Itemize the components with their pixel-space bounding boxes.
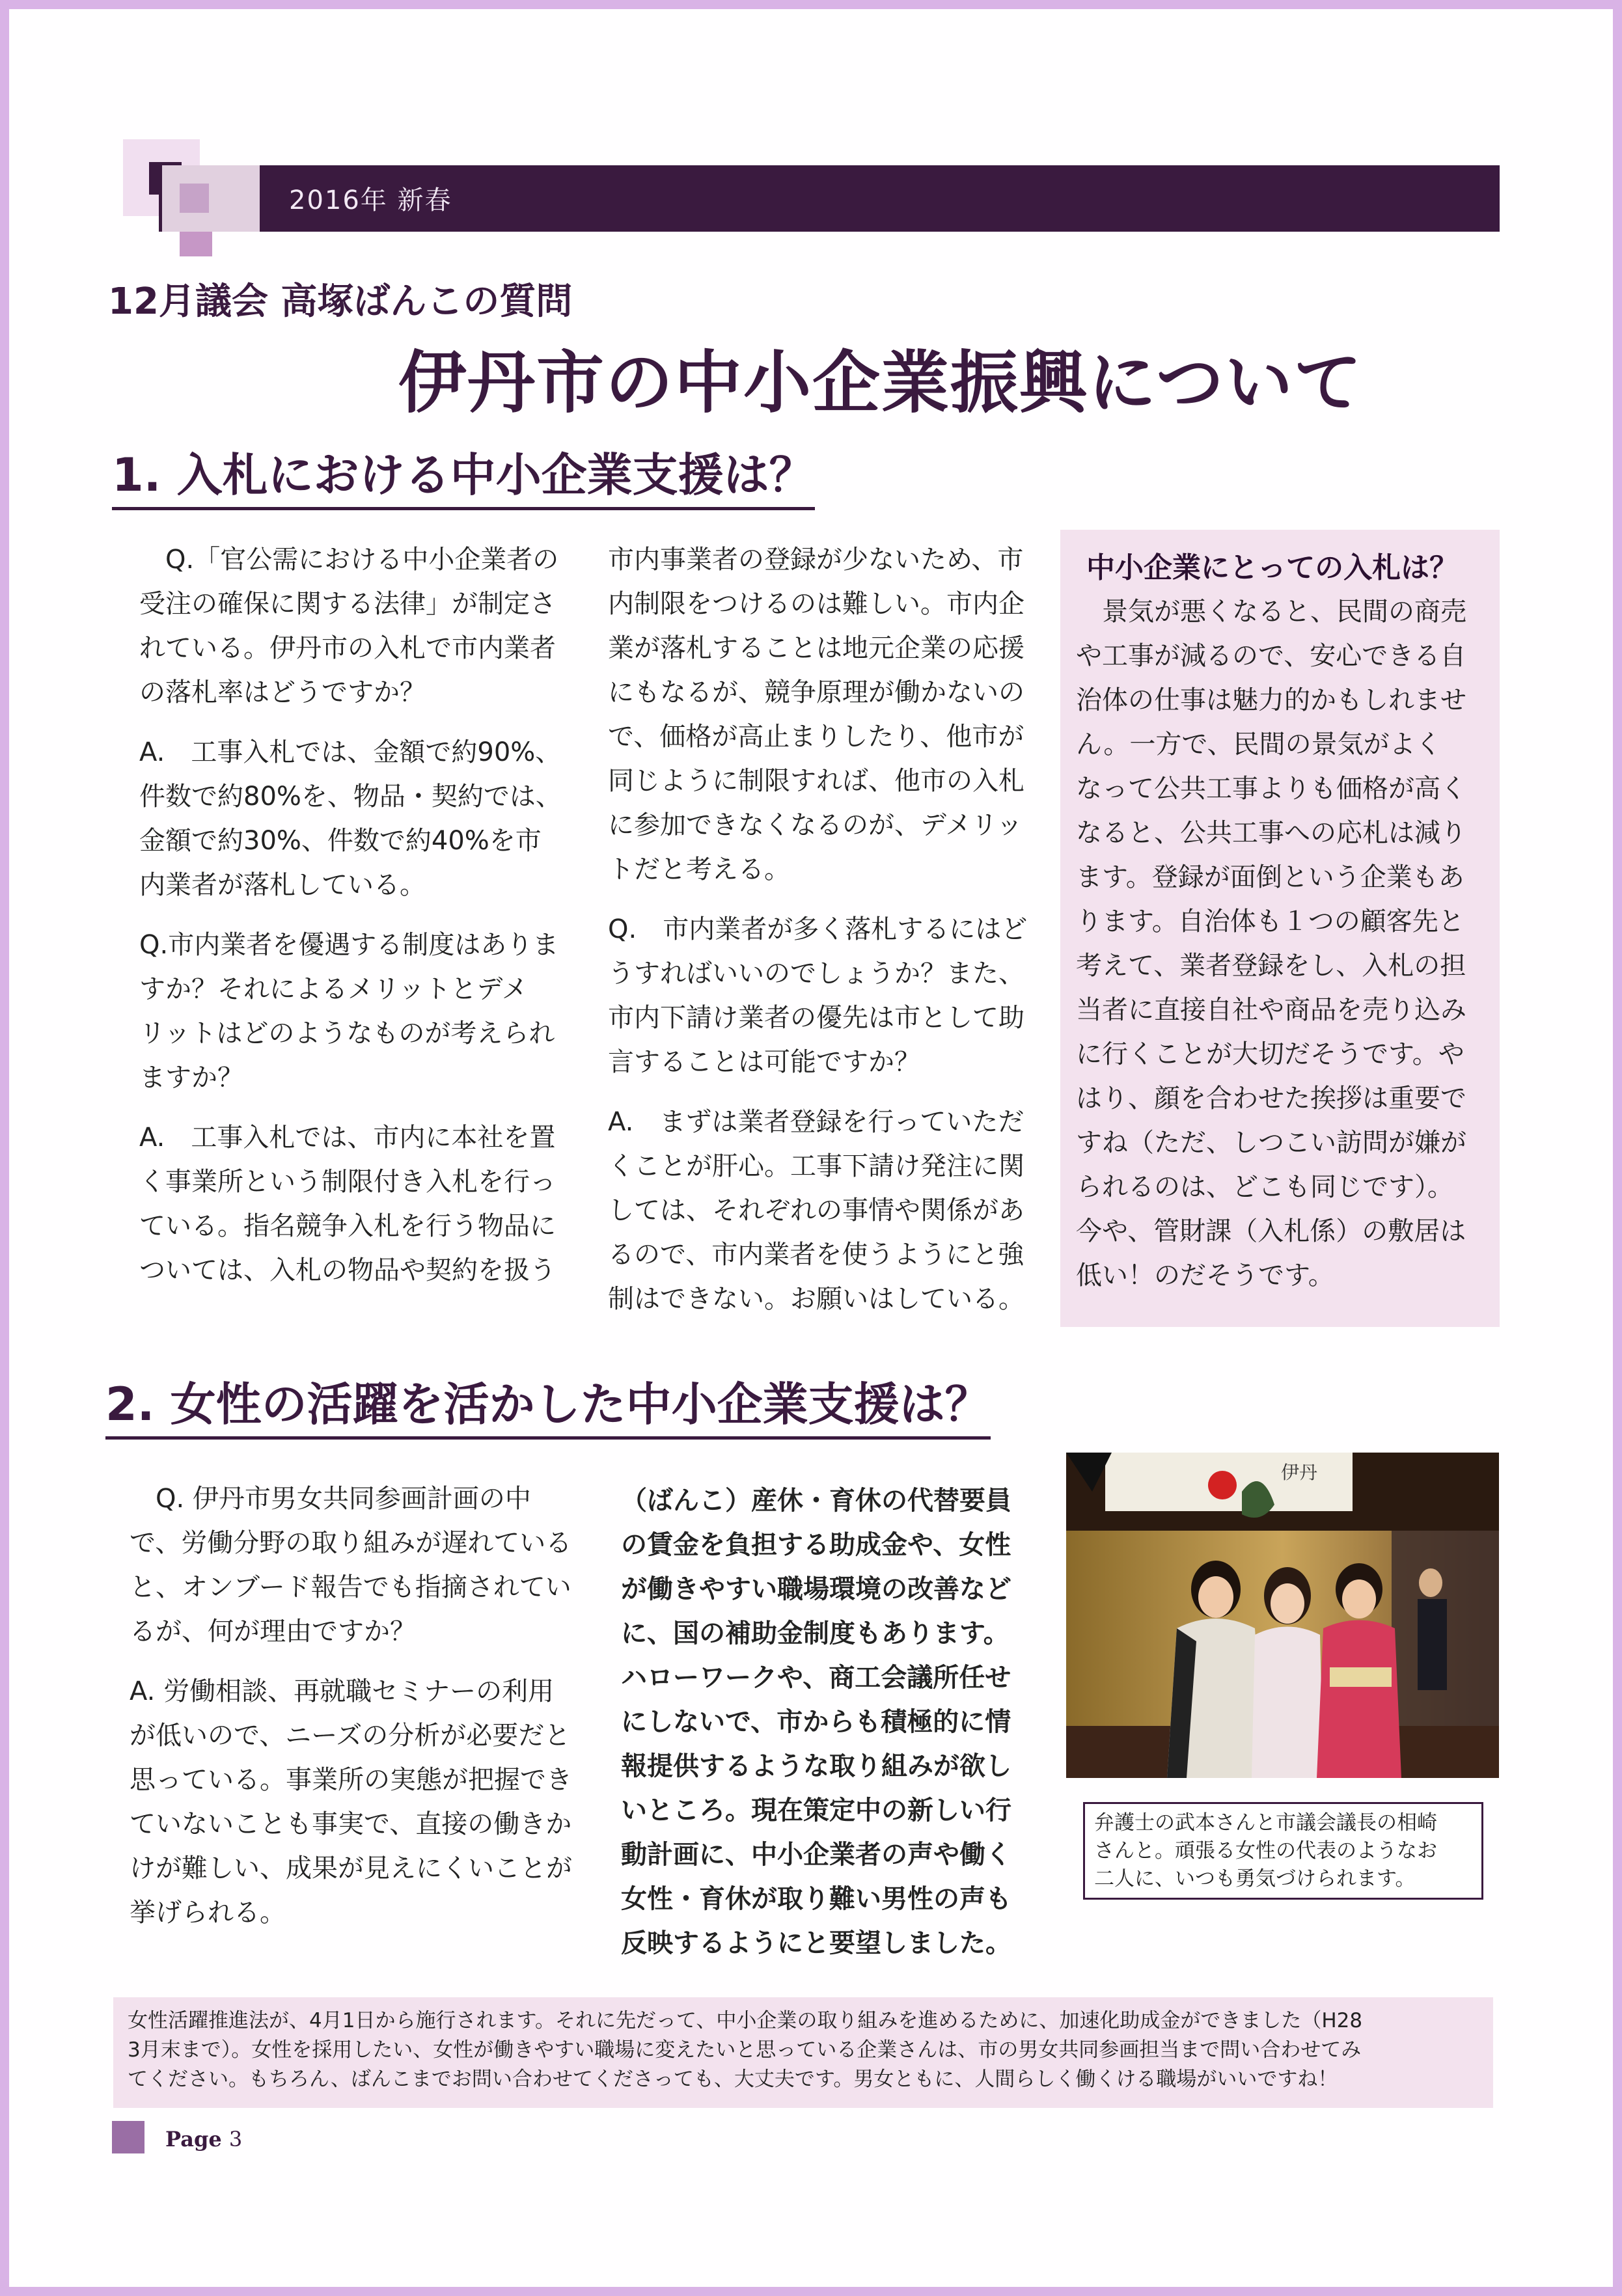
s1c1-question-1: Q.「官公需における中小企業者の 受注の確保に関する法律」が制定さ れている。伊丹市の入札で市内業者 の落札率はどうですか？ bbox=[139, 545, 559, 707]
photo-caption: 弁護士の武本さんと市議会議長の相崎 さんと。頑張る女性の代表のようなお 二人に、いつも勇気づけられます。 bbox=[1083, 1802, 1483, 1900]
section1-heading: 1. 入札における中小企業支援は？ bbox=[112, 439, 815, 510]
banner-text: 伊丹 bbox=[1281, 1462, 1318, 1483]
header-square-6 bbox=[180, 184, 209, 213]
flag-icon bbox=[1208, 1471, 1237, 1499]
page-number bbox=[165, 2127, 242, 2152]
s1c1-answer-2: A. 工事入札では、市内に本社を置 く事業所という制限付き入札を行っ ている。指名競争入札を行う物品に ついては、入札の物品や契約を扱う bbox=[139, 1123, 556, 1285]
subtitle: 12月議会 高塚ばんこの質問 bbox=[108, 280, 573, 323]
sidebar-box bbox=[1060, 530, 1500, 1327]
s1c1-answer-1: A. 工事入札では、金額で約90%、 件数で約80%を、物品・契約では、 金額で約30%、件数で約40%を市 内業者が落札している。 bbox=[139, 737, 562, 900]
s2c2-comment: （ばんこ）産休・育休の代替要員 の賃金を負担する助成金や、女性 が働きやすい職場環境の改善など に、国の補助金制度もあります。 ハローワークや、商工会議所任せ にしないで、市からも積極的に情 報提供するような取り組みが欲し いところ。現在策定中の新しい行 動計画に、中小企業者の声や働く 女性・育休が取り難い男性の声も 反映するようにと要望しました。 bbox=[621, 1486, 1011, 1958]
sidebar-title: 中小企業にとっての入札は？ bbox=[1086, 551, 1459, 584]
s1c2-answer-3: A. まずは業者登録を行っていただ くことが肝心。工事下請け発注に関 しては、それぞれの事情や関係があ るので、市内業者を使うようにと強 制はできない。お願いはしている。 bbox=[608, 1107, 1024, 1314]
header-square-5 bbox=[162, 165, 260, 232]
event-photo bbox=[1066, 1453, 1499, 1778]
section2-column-1 bbox=[130, 1477, 605, 1950]
section1-column-1 bbox=[139, 538, 595, 1308]
section1-column-2 bbox=[608, 538, 1051, 1337]
page-number-value: 3 bbox=[228, 2127, 243, 2152]
s1c2-answer-cont: 市内事業者の登録が少ないため、市 内制限をつけるのは難しい。市内企 業が落札することは地元企業の応援 にもなるが、競争原理が働かないの で、価格が高止まりしたり、他市が 同じように制限すれば、他市の入札 に参加できなくなるのが、デメリッ トだと考える。 bbox=[608, 545, 1024, 884]
photo-illustration bbox=[1066, 1453, 1499, 1778]
page-label: Page bbox=[165, 2127, 222, 2152]
sidebar-text: 景気が悪くなると、民間の商売 や工事が減るので、安心できる自 治体の仕事は魅力的かもしれませ ん。一方で、民間の景気がよく なって公共工事よりも価格が高く なると、公共工事への応札は減り ます。登録が面倒という企業もあ ります。自治体も１つの顧客先と 考えて、業者登録をし、入札の担 当者に直接自社や商品を売り込み に行くことが大切だそうです。や はり、顔を合わせた挨拶は重要で すね（ただ、しつこい訪問が嫌が られるのは、どこも同じです）。 今や、管財課（入札係）の敷居は 低い！のだそうです。 bbox=[1076, 597, 1466, 1291]
s2c1-answer: A. 労働相談、再就職セミナーの利用 が低いので、ニーズの分析が必要だと 思っている。事業所の実態が把握でき ていないことも事実で、直接の働きか けが難しい、成果が見えにくいことが 挙げられる。 bbox=[130, 1676, 572, 1928]
s1c2-question-3: Q. 市内業者が多く落札するにはど うすればいいのでしょうか？また、 市内下請け業者の優先は市として助 言することは可能ですか？ bbox=[608, 914, 1028, 1077]
issue-label: 2016年 新春 bbox=[289, 185, 452, 215]
page-title: 伊丹市の中小企業振興について bbox=[398, 343, 1363, 422]
footer-square bbox=[112, 2121, 144, 2153]
s2c1-question: Q. 伊丹市男女共同参画計画の中 で、労働分野の取り組みが遅れている と、オンブード報告でも指摘されてい るが、何が理由ですか？ bbox=[130, 1484, 572, 1647]
s1c1-question-2: Q.市内業者を優遇する制度はありま すか？それによるメリットとデメ リットはどのようなものが考えられ ますか？ bbox=[139, 930, 559, 1093]
section2-heading: 2. 女性の活躍を活かした中小企業支援は？ bbox=[105, 1368, 991, 1440]
notice-box: 女性活躍推進法が、4月1日から施行されます。それに先だって、中小企業の取り組みを進めるために、加速化助成金ができました（H28 3月末まで）。女性を採用したい、女性が働きやすい職場に変えたいと思っている企業さんは、市の男女共同参画担当まで問い合わせてみ てください。もちろん、ばんこまでお問い合わせてくださっても、大丈夫です。男女ともに、人間らしく働くける職場がいいですね！ bbox=[113, 1997, 1493, 2108]
section2-column-2 bbox=[621, 1479, 1064, 1981]
